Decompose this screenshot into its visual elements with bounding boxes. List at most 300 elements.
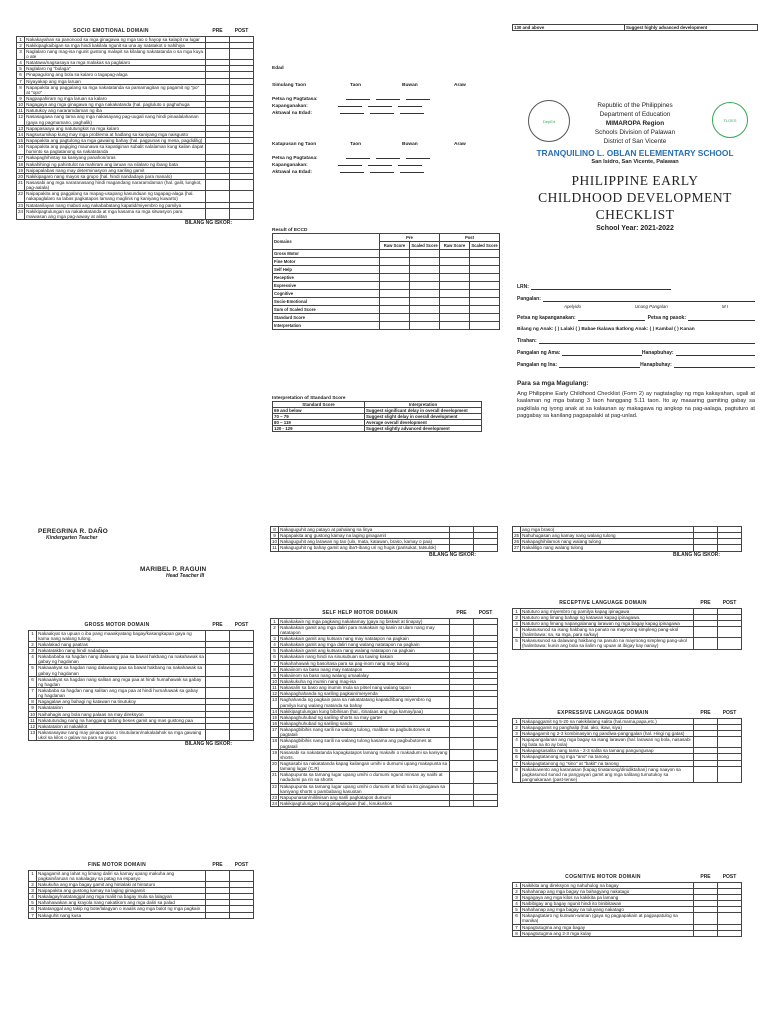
pre-score-cell[interactable] <box>206 84 230 95</box>
item-number: 10 <box>30 711 36 717</box>
eccd-score-cell[interactable] <box>470 258 500 266</box>
eccd-score-cell[interactable] <box>440 250 470 258</box>
post-score-cell[interactable] <box>718 913 742 924</box>
item-text: Napapangalanan ang mga bagay sa isang larawan (hal. larawan ng bola, nasasabi ng bata na ito ay bola) <box>521 737 694 748</box>
interpretation-section: Interpretation of Standard Score Standard Score Interpretation 69 and below Suggest significant delay in overall development 70 – 79 Suggest slight delay in overall development 80 – 119 Average overall development 120 - 129 Suggest slightly advanced development <box>272 396 482 432</box>
eccd-score-cell[interactable] <box>380 258 410 266</box>
pre-score-cell[interactable] <box>206 665 230 676</box>
eccd-score-cell[interactable] <box>380 298 410 306</box>
eccd-score-cell[interactable] <box>380 290 410 298</box>
post-score-cell[interactable] <box>474 749 498 760</box>
self-help-table: SELF HELP MOTOR DOMAIN PRE POST 1 Nakakakain ng mga pagkaing nakakamay (gaya ng biskwit at tinapay) 2 Nakakakain gamit ang mga daliri para makakain ng kanin at ulam nang may natatapon 3 Nakakakain gamit ang kutsara nang may natatapon na pagkain 4 Nakakakain gamit ang mga daliri nang walang natatapon na pagkain 5 Nakakakain gamit ang kutsara nang walang natatapon na pagkain 6 Nakakakain nang hindi na sinusubuan sa tuwing kakain 7 Nakahahawak ng baso/tasa para sa pag-inom nang may tulong 8 Nakaiinom sa baso nang may natatapon 9 Nakaiinom sa baso nang walang umaalalay 10 Nakakukuha ng inumin nang mag-isa 11 Nakasalin sa baso ang inumin mula sa pitsel nang walang tapon 12 Nakapaghahanda ng sariling pagkain/meryenda 13 Naghahanda ng pagkain para sa nakatatatang kapatid/ibang miyembro ng pamilya kung walang matanda sa bahay 14 Nakikipagtulungan kung bibihisan (hal., itinataas ang mga kamay/paa) 15 Nakapaghuhubad ng sariling shorts na may garter 16 Nakapaghuhubad ng sariling sando 17 Nakapagbibihis nang sarili na walang tulong, maliban sa pagbubutones at pagtatali 18 Nakapagbibihis nang sarili na walang tulong kasama ang pagbubutones at pagtatali 19 Nasasabi sa nakatatanda kapagkatapos lamang makaihi o makadumi sa kaniyang shorts. 20 Nagsasabi sa nakatatanda kapag kailangan umihi o dumumi upang makapunta sa tamang lugar (C.R) 21 Nakapupunta sa tamang lugar upang umihi o dumumi ngunit minsan ay naiihi at nadudumi pa rin sa shorts 22 Nakapupunta sa tamang lugar upang umihi o dumumi at hindi na ito ginagawa sa kaniyang shorts o pambabang kasuotan 23 Napupunasan/nililinisan ang sarili pagkatapos dumumi 24 Nakikipagtulungan kung pinapaliguan (hal., kinukuskos <box>270 610 498 807</box>
item-number: 4 <box>513 627 521 638</box>
post-score-cell[interactable] <box>230 870 254 881</box>
checklist-row <box>29 630 254 641</box>
item-number: 1 <box>513 882 521 888</box>
post-score-cell[interactable] <box>230 179 254 190</box>
pre-score-cell[interactable] <box>450 727 474 738</box>
item-text: Napagtutugma ang 2-3 mga kulay <box>521 930 694 936</box>
eccd-score-cell[interactable] <box>410 306 440 314</box>
item-number: 16 <box>272 720 278 726</box>
item-number: 1 <box>29 630 37 641</box>
eccd-score-cell[interactable] <box>470 282 500 290</box>
item-text: Naipapakita ang paggalang sa mapag-usapang kasunduan ng tagapag-alaga (hal. nakapaglalaro sa labas pagkatapos lamang maglinis ng kaniyang kuwarto) <box>25 191 206 202</box>
socio-title: SOCIO EMOTIONAL DOMAIN <box>73 28 149 34</box>
checklist-row <box>29 665 254 676</box>
eccd-score-cell[interactable] <box>410 258 440 266</box>
item-number: 8 <box>29 699 37 705</box>
item-text: Nakikipagtulungan sa nakakatatanda at mga kasama sa mga sitwasyon para maiwasan ang mga pag-aaway at alitan <box>25 208 206 219</box>
item-text: Nahahawakan ang krayola nang nakatikom ang mga daliri sa palad <box>37 900 206 906</box>
item-text: Naglalaro ng "bulaga" <box>25 66 206 72</box>
eccd-score-cell[interactable] <box>440 274 470 282</box>
eccd-score-cell[interactable] <box>410 314 440 322</box>
expressive-section <box>512 710 742 783</box>
item-number: 24 <box>272 800 278 806</box>
eccd-score-cell[interactable] <box>470 314 500 322</box>
item-text: Nakakayahan sa panonood sa mga ginagawa ng mga tao o hayop sa kalapit na lugar <box>25 36 206 42</box>
fine-motor-section <box>28 862 254 919</box>
item-number: 21 <box>271 772 279 783</box>
item-number: 3 <box>17 48 25 59</box>
post-score-cell[interactable] <box>230 48 254 59</box>
eccd-score-cell[interactable] <box>440 266 470 274</box>
pre-score-cell[interactable] <box>206 114 230 125</box>
eccd-score-cell[interactable] <box>440 306 470 314</box>
eccd-score-cell[interactable] <box>440 282 470 290</box>
pre-score-cell[interactable] <box>206 191 230 202</box>
checklist-row <box>17 208 254 219</box>
item-text: Nagagalaw ang bahagi ng katawan na tinutukoy <box>37 699 206 705</box>
item-text: Nakakakain ng mga pagkaing nakakamay (gaya ng biskwit at tinapay) <box>279 618 450 624</box>
eccd-score-cell[interactable] <box>410 298 440 306</box>
item-number: 4 <box>513 901 521 907</box>
item-text: Nakasalin sa baso ang inumin mula sa pitsel nang walang tapon <box>279 685 450 691</box>
eccd-score-cell[interactable] <box>380 322 410 330</box>
checklist-row <box>271 783 498 794</box>
receptive-section <box>512 600 742 650</box>
eccd-score-cell[interactable] <box>470 306 500 314</box>
checklist-row <box>271 760 498 771</box>
item-text: Napagtutugma ang mga bagay <box>521 924 694 930</box>
item-text: Nakabababa sa hagdan nang dalawang paa sa bawat hakbang na nakahawak sa gabay ng hagdanan <box>38 654 204 665</box>
item-text: Natuturo ang limang bahagi ng katawan kapag ipinagawa. <box>521 614 694 620</box>
eccd-score-cell[interactable] <box>470 298 500 306</box>
post-score-cell[interactable] <box>230 654 254 665</box>
eccd-score-cell[interactable] <box>440 322 470 330</box>
item-number: 8 <box>513 766 521 782</box>
receptive-table: RECEPTIVE LANGUAGE DOMAIN PRE POST 1 Natuturo ang miyembro ng pamilya kapag ipinagawa 2 Natuturo ang limang bahagi ng katawan kapag ipinagawa. 3 Natuturo ang limang napangalanang larawan ng mga bagay kapag ipinagawa 4 Nakasusunod sa isang hakbang na panuto na mayroong simpleng pang-ukol (halimbawa: sa, sa mga, para sa/kay) 5 Nakasusunod sa dalawang hakbang na panuto na mayroong simpleng pang-ukol (halimbawa: kunin ang bola sa ilalim ng upuan at ibigay kay nanay) <box>512 600 742 650</box>
item-text: Nakaliligo nang walang tulong <box>521 545 694 551</box>
item-text: Nakasusunod sa isang hakbang na panuto na mayroong simpleng pang-ukol (halimbawa: sa, sa mga, para sa/kay) <box>521 627 694 638</box>
item-number: 7 <box>513 924 521 930</box>
item-text: Nakaguhit nang kusa <box>37 912 206 918</box>
item-number: 2 <box>271 624 279 635</box>
item-text: Nakapupunta sa tamang lugar upang umihi o dumumi at hindi na ito ginagawa sa kaniyang shorts o pambabang kasuotan <box>279 783 450 794</box>
cognitive-title: COGNITIVE MOTOR DOMAIN <box>565 874 641 880</box>
item-text: Nahahanap ang mga bagay na tuluyang nakatago <box>521 907 694 913</box>
post-score-cell[interactable] <box>474 800 498 806</box>
checklist-row <box>271 545 498 551</box>
item-text: Nasasabi ang mga nararanasang hindi magandang nararamdaman (hal. galit, lungkot, pag-aalala) <box>25 179 206 190</box>
item-text: Naipapalabas nang may determinasyon ang sariling gamit <box>25 167 206 173</box>
item-text: Naibibigay ang bagay ngunit hindi ito binibitawan <box>521 901 694 907</box>
pre-score-cell[interactable] <box>694 930 718 936</box>
eccd-score-cell[interactable] <box>380 266 410 274</box>
pre-score-cell[interactable] <box>450 545 474 551</box>
post-score-cell[interactable] <box>230 84 254 95</box>
post-score-cell[interactable] <box>474 738 498 749</box>
item-number: 4 <box>271 642 279 648</box>
checklist-row <box>29 912 254 918</box>
item-text: Nakakakain gamit ang mga daliri nang walang natatapon na pagkain <box>279 642 450 648</box>
post-score-cell[interactable] <box>230 191 254 202</box>
item-number: 11 <box>30 717 35 723</box>
standard-score: 80 – 119 <box>273 420 365 426</box>
pre-score-cell[interactable] <box>206 179 230 190</box>
post-score-cell[interactable] <box>474 772 498 783</box>
interp-top-row: 130 and above Suggest highly advanced development <box>512 24 758 31</box>
item-text: Napapakita ang paggalang sa mga nakatatanda sa pamamagitan ng pagamit ng "po" at "opo" <box>25 84 206 95</box>
item-number: 22 <box>17 191 25 202</box>
post-score-cell[interactable] <box>474 760 498 771</box>
pre-score-cell[interactable] <box>450 738 474 749</box>
post-score-cell[interactable] <box>718 737 742 748</box>
post-score-cell[interactable] <box>718 627 742 638</box>
eccd-result-section <box>272 228 500 330</box>
item-number: 19 <box>18 167 24 173</box>
item-text: Nagagaya ang mga kilos na kakikita pa lamang <box>521 894 694 900</box>
item-number: 18 <box>18 161 24 167</box>
post-score-cell[interactable] <box>230 208 254 219</box>
pre-score-cell[interactable] <box>450 624 474 635</box>
checklist-row <box>271 727 498 738</box>
item-number: 6 <box>29 676 37 687</box>
self-help-section <box>270 610 498 807</box>
checklist-row <box>17 191 254 202</box>
item-number: 22 <box>271 783 279 794</box>
item-text: Natuturo ang limang napangalanang larawan ng mga bagay kapag ipinagawa <box>521 620 694 626</box>
post-score-cell[interactable] <box>230 912 254 918</box>
eccd-row <box>273 298 500 306</box>
eccd-row <box>273 282 500 290</box>
checklist-row <box>29 676 254 687</box>
item-number: 4 <box>29 894 37 900</box>
item-number: 3 <box>513 730 521 736</box>
item-text: Nakapagbibihis nang sarili na walang tulong, maliban sa pagbubutones at pagtatali <box>279 727 450 738</box>
item-number: 12 <box>30 723 36 729</box>
gross-motor-table: GROSS MOTOR DOMAIN PRE POST 1 Nakaakyat sa upuan o iba pang maaakyatang bagay/kasangkapan gaya ng kama nang walang tulong. 2 Nakalakad nang paatras 3 Nakatatakbo nang hindi nadadapa 4 Nakabababa sa hagdan nang dalawang paa sa bawat hakbang na nakahawak sa gabay ng hagdanan 5 Nakaaakyat sa hagdan nang dalawang paa sa bawat hakbang na nakahawak sa gabay ng hagdanan 6 Nakaaakyat sa hagdan nang salitan ang mga paa at hindi humahawak sa gabay ng hagdan 7 Nakababa sa hagdan nang salitan ang mga paa at hindi humahawak sa gabay ng hagdanan 8 Nagagalaw ang bahagi ng katawan na tinutukoy 9 Nakatatalon 10 Naihahagis ang bola nang palaas na may direksyon 11 Nakatutundag nang na hanggang tatlong beses gamit ang mas gustong paa 12 Nakatatalon at nakakilot 13 Nakasasayaw nang may pinapanisan o tinutularan/nakalalahok sa mga gawaing ukol sa kilos o galaw na para sa grupo. <box>28 622 254 741</box>
item-number: 11 <box>272 545 277 551</box>
item-text: Nakikipagaro nang mayos sa grupo (hal. hindi nandadaya para manalo) <box>25 173 206 179</box>
post-score-cell[interactable] <box>230 630 254 641</box>
interpretation: Average overall development <box>365 420 482 426</box>
pre-score-cell[interactable] <box>450 783 474 794</box>
checklist-row <box>29 688 254 699</box>
eccd-domain: Expressive <box>273 282 380 290</box>
item-text: Nakatatakbo nang hindi nadadapa <box>37 648 206 654</box>
item-number: 11 <box>272 685 277 691</box>
pre-score-cell[interactable] <box>450 749 474 760</box>
item-number: 7 <box>271 660 279 666</box>
signature-teacher: PEREGRINA R. DAÑO Kindergarten Teacher <box>38 528 108 541</box>
eccd-score-cell[interactable] <box>440 290 470 298</box>
checklist-row <box>271 772 498 783</box>
item-number: 11 <box>18 108 23 114</box>
item-text: Nakaiinom sa baso nang walang umaalalay <box>279 672 450 678</box>
item-text: Nasasabi sa nakatatanda kapagkatapos lamang makaihi o makadumi sa kaniyang shorts. <box>279 749 450 760</box>
pre-score-cell[interactable] <box>694 737 718 748</box>
item-text: Nakapaghahanda ng sariling pagkain/meryenda <box>279 691 450 697</box>
eccd-domain: Standard Score <box>273 314 380 322</box>
item-text: Nakaguguhit ang larawan ng tao (ulo, mata, katawan, braso, kamay o paa) <box>279 539 450 545</box>
eccd-domain: Cognitive <box>273 290 380 298</box>
eccd-score-cell[interactable] <box>410 290 440 298</box>
item-number: 17 <box>18 155 24 161</box>
eccd-score-cell[interactable] <box>440 298 470 306</box>
item-text: Nakakakain gamit ang kutsara nang may natatapon na pagkain <box>279 636 450 642</box>
pre-score-cell[interactable] <box>206 144 230 155</box>
gross-total: BILANG NG ISKOR: <box>185 741 232 748</box>
cognitive-section <box>512 874 742 937</box>
post-score-cell[interactable] <box>230 144 254 155</box>
item-number: 7 <box>513 760 521 766</box>
eccd-score-cell[interactable] <box>410 266 440 274</box>
post-score-cell[interactable] <box>230 114 254 125</box>
eccd-score-cell[interactable] <box>470 274 500 282</box>
eccd-score-cell[interactable] <box>380 274 410 282</box>
item-number: 2 <box>29 641 37 647</box>
checklist-row <box>17 179 254 190</box>
pre-score-cell[interactable] <box>694 913 718 924</box>
item-text: Naglalaro nang mag-isa ngunit gustong malapit sa kilalang nakatatanda o sa mga kuya o ate <box>25 48 206 59</box>
post-score-cell[interactable] <box>230 665 254 676</box>
item-number: 10 <box>272 679 278 684</box>
post-score-cell[interactable] <box>230 676 254 687</box>
gross-title: GROSS MOTOR DOMAIN <box>84 622 150 628</box>
eccd-table: Domains Pre Post Raw Score Scaled Score Raw Score Scaled Score Gross Motor Fine Motor Self Help Receptive Expressive Cognitive Socio-Emotional Sum of Scaled Score Standard Score Interpretation <box>274 235 498 328</box>
expressive-table: EXPRESSIVE LANGUAGE DOMAIN PRE POST 1 Nakapaggamit ng 5-20 na nakikilalang salita (hal.mama,papa,etc.) 2 Nakapaggamit ng panghalip (hal. ako, ikaw, siya) 3 Nakagagamit ng 2-3 kombinasyon ng pandiwa-pangngalan (hal. Hingi ng gatas) 4 Napapangalanan ang mga bagay sa isang larawan (hal. larawan ng bola, nasasabi ng bata na ito ay bola) 5 Nakapagsasalita nang tama - 2-3 salita sa tamang pangungusap 6 Nakapagtatanong ng mga "ano" na tanong 7 Nakapagtatanong ng "sino" at "bakit" na tanong 8 Nakakuwento ang karanasan (kapag tinatanong/dinidiktahan) nang naayon sa pagkasunod sunod na pangyayari gamit ang mga salitang tumutukoy sa pangnakaraan (past-tense) <box>512 710 742 783</box>
item-text: Nagsasabi sa nakatatanda kapag kailangan umihi o dumumi upang makapunta sa tamang lugar (C.R) <box>279 760 450 771</box>
item-text: Napapakita ang pagtulong sa mga gawaing bahay (hal. pagpunas ng mesa, pagdidilig) <box>25 137 206 143</box>
item-number: 19 <box>271 749 279 760</box>
pre-score-cell[interactable] <box>206 688 230 699</box>
post-score-cell[interactable] <box>474 545 498 551</box>
school-name: TRANQUILINO L. OBLAN ELEMENTARY SCHOOL <box>536 147 734 158</box>
item-number: 5 <box>513 748 521 754</box>
item-number: 7 <box>29 912 37 918</box>
item-number: 10 <box>18 102 24 108</box>
eccd-row <box>273 290 500 298</box>
eccd-title: Result of ECCD <box>272 228 308 233</box>
item-number: 3 <box>513 894 521 900</box>
item-text: Nakapaghihintay sa kaniyang panahon/oras <box>25 155 206 161</box>
item-number: 4 <box>513 737 521 748</box>
item-text: Nakapaghuhubad ng sariling sando <box>279 720 450 726</box>
eccd-score-cell[interactable] <box>410 250 440 258</box>
item-text: Nakapaghihilamos nang walang tulong <box>521 539 694 545</box>
item-text: Nakikipagtulungan kung pinapaliguan (hal., kinukuskos <box>279 800 450 806</box>
post-score-cell[interactable] <box>474 624 498 635</box>
item-text: Nakapagbibihis nang sarili na walang tulong kasama ang pagbubutones at pagtatali <box>279 738 450 749</box>
pre-score-cell[interactable] <box>694 766 718 782</box>
checklist-row <box>29 654 254 665</box>
post-score-cell[interactable] <box>718 930 742 936</box>
learner-form: LRN: Pangalan: Apelyido Unang Pangalan M.I Petsa ng kapanganakan: Petsa ng pasok: Bilang ng Anak: ( ) Lalaki ( ) Babae Ikalawa Ikatlong Anak: ( ) Kambal ( ) Kanan Tirahan: Pangalan ng Ama: Hanapbuhay: Pangalan ng Ina: Hanapbuhay: <box>517 284 755 374</box>
item-number: 9 <box>17 96 25 102</box>
item-text: Nakalagay/natatanggal ang mga maliit na bagay mula sa lalagyan <box>37 894 206 900</box>
item-number: 2 <box>513 724 521 730</box>
item-text: Nakukuha ang mga bagay gamit ang hinlalaki at hintuturo <box>37 881 206 887</box>
post-score-cell[interactable] <box>474 727 498 738</box>
post-score-cell[interactable] <box>718 545 742 551</box>
item-number: 14 <box>272 708 278 714</box>
eccd-score-cell[interactable] <box>470 290 500 298</box>
item-number: 2 <box>513 614 521 620</box>
pre-score-cell[interactable] <box>206 48 230 59</box>
eccd-score-cell[interactable] <box>440 314 470 322</box>
post-score-cell[interactable] <box>474 697 498 708</box>
fine-motor-table: FINE MOTOR DOMAIN PRE POST 1 Nagagamit ang lahat ng limang daliri sa kamay upang makuha ang pagkain/laruan na nakalagay sa patag na espasyo 2 Nakukuha ang mga bagay gamit ang hinlalaki at hintuturo 3 Naipapakita ang gustong kamay na laging ginagamit 4 Nakalagay/natatanggal ang mga maliit na bagay mula sa lalagyan 5 Nahahawakan ang krayola nang nakatikom ang mga daliri sa palad 6 Natatanggal ang takip ng bote/lalagyan o inaalis ang mga balot ng mga pagkain 7 Nakaguhit nang kusa <box>28 862 254 919</box>
post-score-cell[interactable] <box>718 638 742 649</box>
item-text: Napapakita ang pagiging maunawa sa kapatiginan subalit nalalaman kung kailan dapat huminto sa pagtatanong sa nakatatanda <box>25 144 206 155</box>
pre-score-cell[interactable] <box>450 772 474 783</box>
standard-score: 70 – 79 <box>273 414 365 420</box>
checklist-row <box>29 870 254 881</box>
item-text: Nahuhugasan ang kamay nang walang tulong <box>521 533 694 539</box>
item-text: Nasasagawa nang tama ang mga nakasayang pag-uugali nang hindi pinaalalahanan (gaya ng pagmamano, paghalik) <box>25 114 206 125</box>
item-number: 12 <box>17 114 25 125</box>
post-score-cell[interactable] <box>230 729 254 740</box>
eccd-row <box>273 274 500 282</box>
self-title: SELF HELP MOTOR DOMAIN <box>322 610 398 616</box>
item-number: 8 <box>513 930 521 936</box>
eccd-score-cell[interactable] <box>380 250 410 258</box>
item-number: 7 <box>17 78 25 84</box>
eccd-score-cell[interactable] <box>410 322 440 330</box>
eccd-domain: Sum of Scaled Score <box>273 306 380 314</box>
eccd-score-cell[interactable] <box>470 250 500 258</box>
item-number: 6 <box>17 72 25 78</box>
item-text: Natatanggal ang takip ng bote/lalagyan o inaalis ang mga balot ng mga pagkain <box>37 906 206 912</box>
eccd-score-cell[interactable] <box>440 258 470 266</box>
item-text: Nakakakain gamit ang kutsara nang walang natatapon na pagkain <box>279 648 450 654</box>
checklist-row <box>271 749 498 760</box>
eccd-score-cell[interactable] <box>380 306 410 314</box>
eccd-score-cell[interactable] <box>410 282 440 290</box>
pre-score-cell[interactable] <box>450 697 474 708</box>
pre-score-cell[interactable] <box>206 870 230 881</box>
item-number: 1 <box>271 618 279 624</box>
item-number: 20 <box>271 760 279 771</box>
eccd-row <box>273 258 500 266</box>
interpretation: Suggest significant delay in overall development <box>365 408 482 414</box>
item-number: 5 <box>271 648 279 654</box>
eccd-score-cell[interactable] <box>380 282 410 290</box>
item-text: Nakababa sa hagdan nang salitan ang mga paa at hindi humahawak sa gabay ng hagdanan <box>37 688 206 699</box>
item-text: Nakatutundag nang na hanggang tatlong beses gamit ang mas gustong paa <box>37 717 206 723</box>
item-number: 9 <box>271 672 279 678</box>
eccd-row <box>273 306 500 314</box>
item-number: 27 <box>514 545 520 551</box>
item-text: Nakapagtatanong ng "sino" at "bakit" na tanong <box>521 760 694 766</box>
post-score-cell[interactable] <box>474 783 498 794</box>
signature-head: MARIBEL P. RAGUIN Head Teacher III <box>140 566 207 579</box>
item-number: 3 <box>513 620 521 626</box>
item-number: 10 <box>272 539 278 545</box>
item-number: 5 <box>29 900 37 906</box>
pre-score-cell[interactable] <box>206 729 230 740</box>
pre-score-cell[interactable] <box>450 800 474 806</box>
item-number: 24 <box>17 208 25 219</box>
item-text: Nakatatalon at nakakilot <box>37 723 206 729</box>
item-text: Nahahanap ang mga bagay na bahagyang nakatago <box>521 888 694 894</box>
eccd-score-cell[interactable] <box>410 274 440 282</box>
post-score-cell[interactable] <box>230 688 254 699</box>
item-number: 8 <box>271 527 279 533</box>
eccd-score-cell[interactable] <box>380 314 410 322</box>
item-text: Naipapakita ang gustong kamay na laging ginagamit <box>37 888 206 894</box>
item-text: Nakaakyat sa upuan o iba pang maaakyatang bagay/kasangkapan gaya ng kama nang walang tulong. <box>37 630 206 641</box>
interpretation: Suggest slightly advanced development <box>365 426 482 432</box>
item-text: Natuturo ang miyembro ng pamilya kapag ipinagawa <box>521 608 694 614</box>
post-score-cell[interactable] <box>718 766 742 782</box>
interp-row <box>273 426 482 432</box>
item-text: Nakahahawak ng baso/tasa para sa pag-inom nang may tulong <box>279 660 450 666</box>
pre-score-cell[interactable] <box>206 912 230 918</box>
pre-score-cell[interactable] <box>694 638 718 649</box>
eccd-score-cell[interactable] <box>470 322 500 330</box>
eccd-row <box>273 250 500 258</box>
item-number: 5 <box>513 907 521 913</box>
item-number: 3 <box>29 888 37 894</box>
item-text: Nakakukuha ng inumin nang mag-isa <box>279 679 450 685</box>
item-text: Nakapaggamit ng 5-20 na nakikilalang salita (hal.mama,papa,etc.) <box>521 718 694 724</box>
item-number: 5 <box>29 665 37 676</box>
item-number: 2 <box>29 881 37 887</box>
standard-score: 69 and below <box>273 408 365 414</box>
pre-score-cell[interactable] <box>206 676 230 687</box>
item-text: Nakakakain gamit ang mga daliri para makakain ng kanin at ulam nang may natatapon <box>279 624 450 635</box>
checklist-row <box>17 48 254 59</box>
checklist-row <box>271 697 498 708</box>
item-text: Naihahagis ang bola nang palaas na may direksyon <box>37 711 206 717</box>
item-text: ang mga braso) <box>521 527 694 533</box>
pre-score-cell[interactable] <box>694 545 718 551</box>
item-number: 13 <box>271 697 279 708</box>
eccd-domain: Interpretation <box>273 322 380 330</box>
eccd-row <box>273 266 500 274</box>
item-number: 26 <box>514 539 520 545</box>
item-number: 15 <box>272 714 278 720</box>
item-number: 12 <box>272 691 278 697</box>
item-text: Nakaguguhit ang patayo at pahalang na linya <box>279 527 450 533</box>
pre-score-cell[interactable] <box>206 654 230 665</box>
eccd-domain: Fine Motor <box>273 258 380 266</box>
item-number: 1 <box>513 718 521 724</box>
item-text: Naghahanda ng pagkain para sa nakatatatang kapatid/ibang miyembro ng pamilya kung walang matanda sa bahay <box>279 697 450 708</box>
pre-score-cell[interactable] <box>206 208 230 219</box>
pre-score-cell[interactable] <box>206 630 230 641</box>
item-text: Niyayakap ang mga laruan <box>25 78 206 84</box>
socio-emotional-table: SOCIO EMOTIONAL DOMAIN PRE POST 1 Nakakayahan sa panonood sa mga ginagawa ng mga tao o hayop sa kalapit na lugar 2 Nakikipagkaibigan sa mga hindi kakilala ngunit sa una ay natatakot o nahihiya 3 Naglalaro nang mag-isa ngunit gustong malapit sa kilalang nakatatanda o sa mga kuya o ate 4 Natatawa/nagsasaya sa mga malakas sa paglalaro 5 Naglalaro ng "bulaga" 6 Pinapagulong ang bola sa kalaro o tagapag-alaga 7 Niyayakap ang mga laruan 8 Napapakita ang paggalang sa mga nakatatanda sa pamamagitan ng pagamit ng "po" at "opo" 9 Nagpapahiram ng mga laruan sa kalaro 10 Nagagaya ang mga ginagawa ng mga nakakatanda (hal. pagluluto o paghuhuga 11 Natutukoy ang nararamdaman ng iba 12 Nasasagawa nang tama ang mga nakasayang pag-uugali nang hindi pinaalalahanan (gaya ng pagmamano, paghalik) 13 Napapasaaya ang natutungkot na mga kalaro 14 Nagsusumikap kung may mga problema at hadlang sa kaniyang mga naisgusto 15 Napapakita ang pagtulong sa mga gawaing bahay (hal. pagpunas ng mesa, pagdidilig) 16 Napapakita ang pagiging maunawa sa kapatiginan subalit nalalaman kung kailan dapat huminto sa pagtatanong sa nakatatanda 17 Nakapaghihintay sa kaniyang panahon/oras 18 Nakahihingi ng pahintulot na mahiram ang laruan na nilalaro ng ibang bata 19 Naipapalabas nang may determinasyon ang sariling gamit 20 Nakikipagaro nang mayos sa grupo (hal. hindi nandadaya para manalo) 21 Nasasabi ang mga nararanasang hindi magandang nararamdaman (hal. galit, lungkot, pag-aalala) 22 Naipapakita ang paggalang sa mapag-usapang kasunduan ng tagapag-alaga (hal. nakapaglalaro sa labas pagkatapos lamang maglinis ng kaniyang kuwarto) 23 Natatanilayan nang mabuti ang nakababatang kapatid/miyembro ng pamilya 24 Nakikipagtulungan sa nakakatatanda at mga kasama sa mga sitwasyon para maiwasan ang mga pag-aaway at alitan <box>16 28 254 220</box>
pre-score-cell[interactable] <box>694 627 718 638</box>
item-number: 3 <box>271 636 279 642</box>
pre-score-cell[interactable] <box>450 760 474 771</box>
eccd-score-cell[interactable] <box>470 266 500 274</box>
item-number: 14 <box>18 131 24 137</box>
item-number: 9 <box>271 533 279 539</box>
